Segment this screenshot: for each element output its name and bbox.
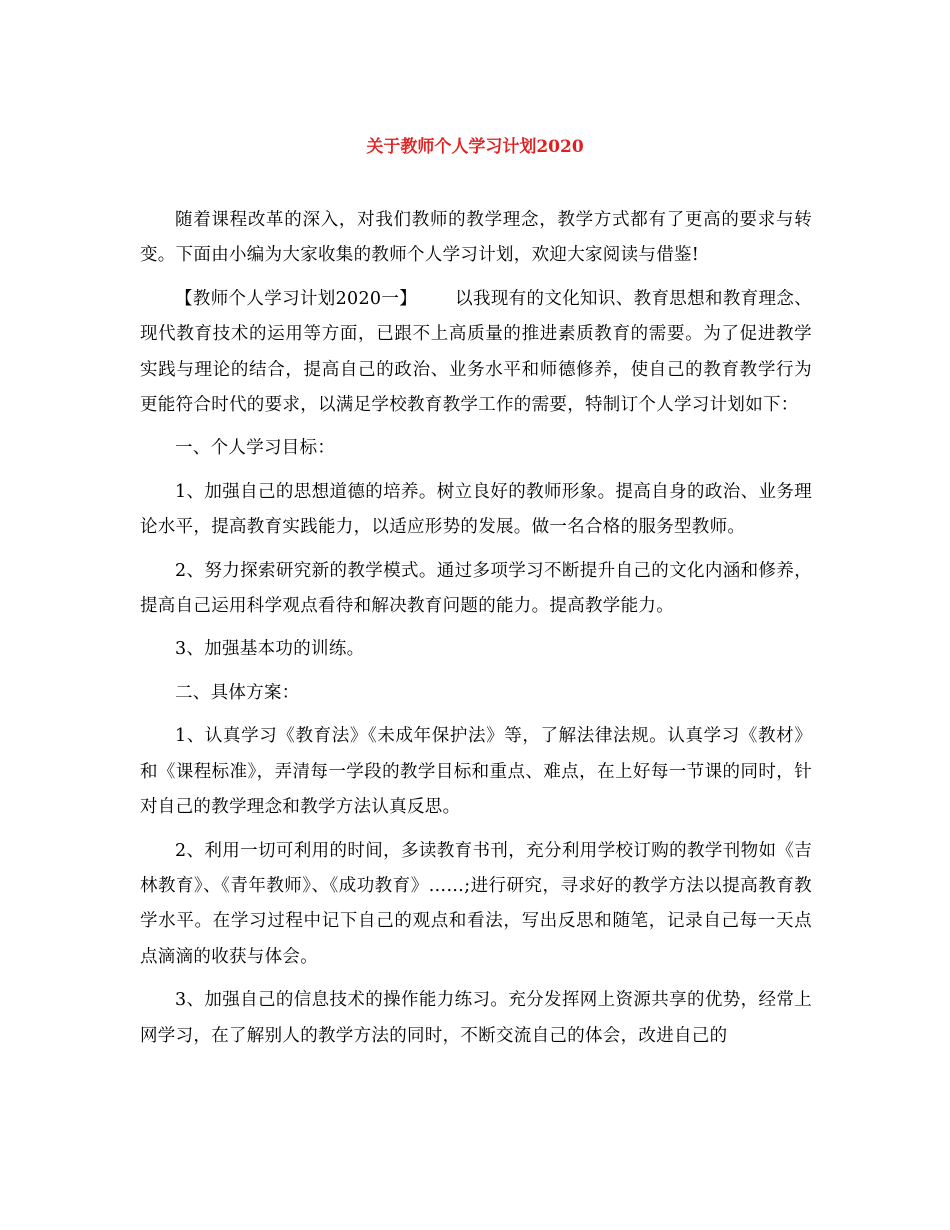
plan-one-paragraph [140,282,812,424]
goal-item-2: 2、努力探索研究新的教学模式。通过多项学习不断提升自己的文化内涵和修养，提高自己运用科学观点看待和解决教育问题的能力。提高教学能力。 [140,560,812,617]
plan-heading: 二、具体方案： [175,682,300,703]
goal-item-1: 1、加强自己的思想道德的培养。树立良好的教师形象。提高自身的政治、业务理论水平，提高教育实践能力，以适应形势的发展。做一名合格的服务型教师。 [140,481,812,538]
document-title: 关于教师个人学习计划2020 [366,137,584,157]
plan-one-text: 以我现有的文化知识、教育思想和教育理念、现代教育技术的运用等方面，已跟不上高质量的推进素质教育的需要。为了促进教学实践与理论的结合，提高自己的政治、业务水平和师德修养，使自己的教育教学行为更能符合时代的要求，以满足学校教育教学工作的需要，特制订个人学习计划如下： [140,288,813,416]
intro-paragraph: 随着课程改革的深入，对我们教师的教学理念，教学方式都有了更高的要求与转变。下面由小编为大家收集的教师个人学习计划，欢迎大家阅读与借鉴! [140,210,812,266]
plan-item-2: 2、利用一切可利用的时间，多读教育书刊，充分利用学校订购的教学刊物如《吉林教育》、《青年教师》、《成功教育》……;进行研究，寻求好的教学方法以提高教育教学水平。在学习过程中记下自己的观点和看法，写出反思和随笔，记录自己每一天点点滴滴的收获与体会。 [140,840,812,967]
document-body [140,203,812,1062]
goal-item-3: 3、加强基本功的训练。 [175,639,365,660]
plan-item-1: 1、认真学习《教育法》《未成年保护法》等，了解法律法规。认真学习《教材》和《课程标准》，弄清每一学段的教学目标和重点、难点，在上好每一节课的同时，针对自己的教学理念和教学方法认真反思。 [140,726,812,818]
plan-item-3: 3、加强自己的信息技术的操作能力练习。充分发挥网上资源共享的优势，经常上网学习，在了解别人的教学方法的同时，不断交流自己的体会，改进自己的 [140,990,812,1046]
section-heading: 【教师个人学习计划2020一】 [175,288,418,309]
goals-heading: 一、个人学习目标： [175,438,336,459]
